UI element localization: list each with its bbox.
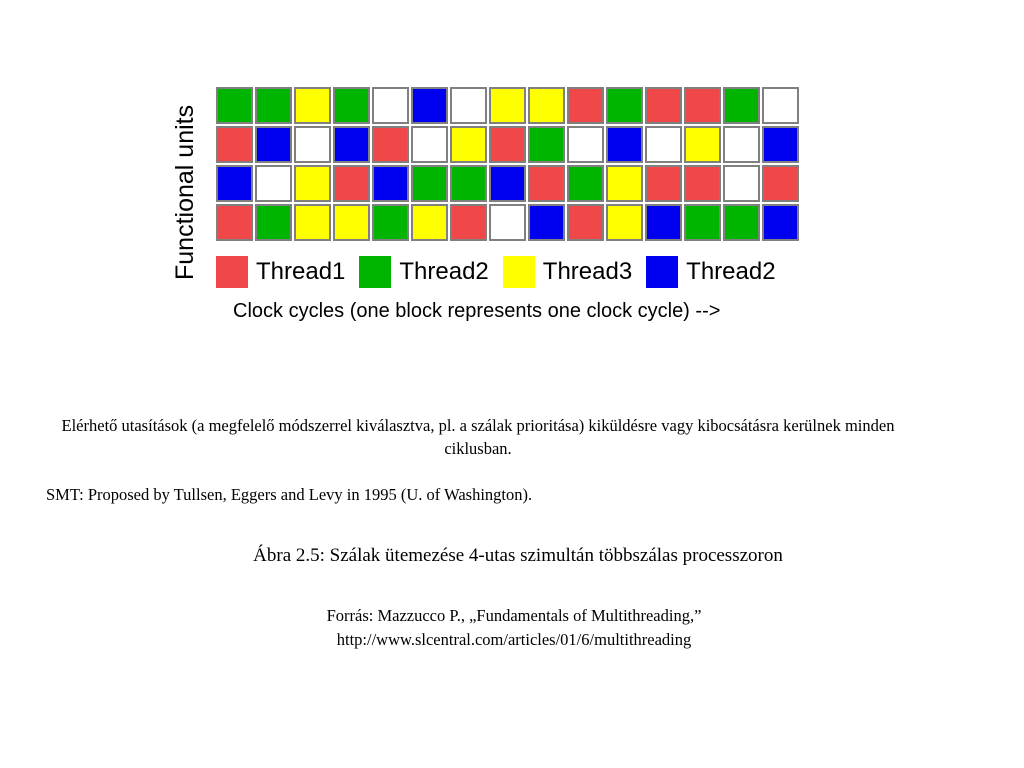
grid-cell — [333, 87, 370, 124]
y-axis-label: Functional units — [171, 104, 199, 280]
grid-cell — [333, 165, 370, 202]
grid-cell — [567, 87, 604, 124]
grid-cell — [411, 87, 448, 124]
legend-item — [646, 256, 775, 288]
grid-cell — [684, 87, 721, 124]
grid-cell — [372, 87, 409, 124]
legend-swatch — [359, 256, 391, 288]
functional-units-grid — [214, 85, 806, 243]
grid-cell — [528, 126, 565, 163]
grid-cell — [450, 204, 487, 241]
description-text: Elérhető utasítások (a megfelelő módszerrel kiválasztva, pl. a szálak prioritása) kiküldésre vagy kibocsátásra kerülnek minden ciklusban. — [61, 416, 895, 458]
grid-cell — [255, 126, 292, 163]
grid-cell — [372, 165, 409, 202]
figure-caption: Ábra 2.5: Szálak ütemezése 4-utas szimultán többszálas processzoron — [253, 545, 783, 566]
grid-cell — [762, 87, 799, 124]
legend — [216, 254, 790, 290]
legend-swatch — [646, 256, 678, 288]
grid-cell — [333, 126, 370, 163]
grid-cell — [216, 87, 253, 124]
grid-cell — [450, 126, 487, 163]
grid-cell — [567, 204, 604, 241]
source-line-1: Forrás: Mazzucco P., „Fundamentals of Multithreading,” — [326, 606, 702, 625]
grid-cell — [411, 165, 448, 202]
grid-cell — [645, 126, 682, 163]
grid-cell — [567, 165, 604, 202]
grid-cell — [528, 165, 565, 202]
legend-label: Thread2 — [399, 258, 489, 285]
grid-cell — [294, 165, 331, 202]
grid-cell — [528, 204, 565, 241]
grid-cell — [255, 204, 292, 241]
grid-cell — [606, 87, 643, 124]
grid-cell — [684, 165, 721, 202]
grid-cell — [489, 87, 526, 124]
grid-cell — [645, 87, 682, 124]
grid-cell — [294, 126, 331, 163]
legend-item — [359, 256, 488, 288]
grid-cell — [762, 204, 799, 241]
grid-cell — [450, 165, 487, 202]
legend-label: Thread3 — [542, 258, 633, 285]
grid-cell — [606, 204, 643, 241]
smt-note: SMT: Proposed by Tullsen, Eggers and Levy in 1995 (U. of Washington). — [46, 485, 533, 504]
grid-cell — [528, 87, 565, 124]
grid-cell — [216, 204, 253, 241]
grid-cell — [723, 204, 760, 241]
grid-cell — [489, 204, 526, 241]
grid-cell — [723, 126, 760, 163]
legend-swatch — [216, 256, 248, 288]
grid-cell — [294, 87, 331, 124]
grid-cell — [606, 126, 643, 163]
grid-cell — [411, 126, 448, 163]
grid-cell — [450, 87, 487, 124]
grid-cell — [216, 126, 253, 163]
grid-cell — [411, 204, 448, 241]
grid-cell — [372, 204, 409, 241]
grid-cell — [645, 165, 682, 202]
grid-cell — [684, 204, 721, 241]
x-axis-label: Clock cycles (one block represents one clock cycle) --> — [233, 300, 721, 322]
grid-cell — [333, 204, 370, 241]
grid-cell — [489, 126, 526, 163]
grid-cell — [606, 165, 643, 202]
legend-item — [216, 256, 345, 288]
grid-cell — [684, 126, 721, 163]
grid-cell — [762, 165, 799, 202]
grid-cell — [723, 87, 760, 124]
legend-label: Thread1 — [256, 258, 346, 285]
legend-item — [503, 256, 632, 288]
grid-cell — [645, 204, 682, 241]
source-citation — [100, 604, 928, 652]
grid-cell — [567, 126, 604, 163]
grid-cell — [372, 126, 409, 163]
grid-cell — [762, 126, 799, 163]
grid-cell — [255, 87, 292, 124]
source-line-2: http://www.slcentral.com/articles/01/6/multithreading — [336, 630, 692, 649]
grid-cell — [255, 165, 292, 202]
legend-swatch — [503, 256, 535, 288]
grid-cell — [216, 165, 253, 202]
grid-cell — [294, 204, 331, 241]
grid-cell — [489, 165, 526, 202]
grid-cell — [723, 165, 760, 202]
legend-label: Thread2 — [686, 258, 776, 285]
